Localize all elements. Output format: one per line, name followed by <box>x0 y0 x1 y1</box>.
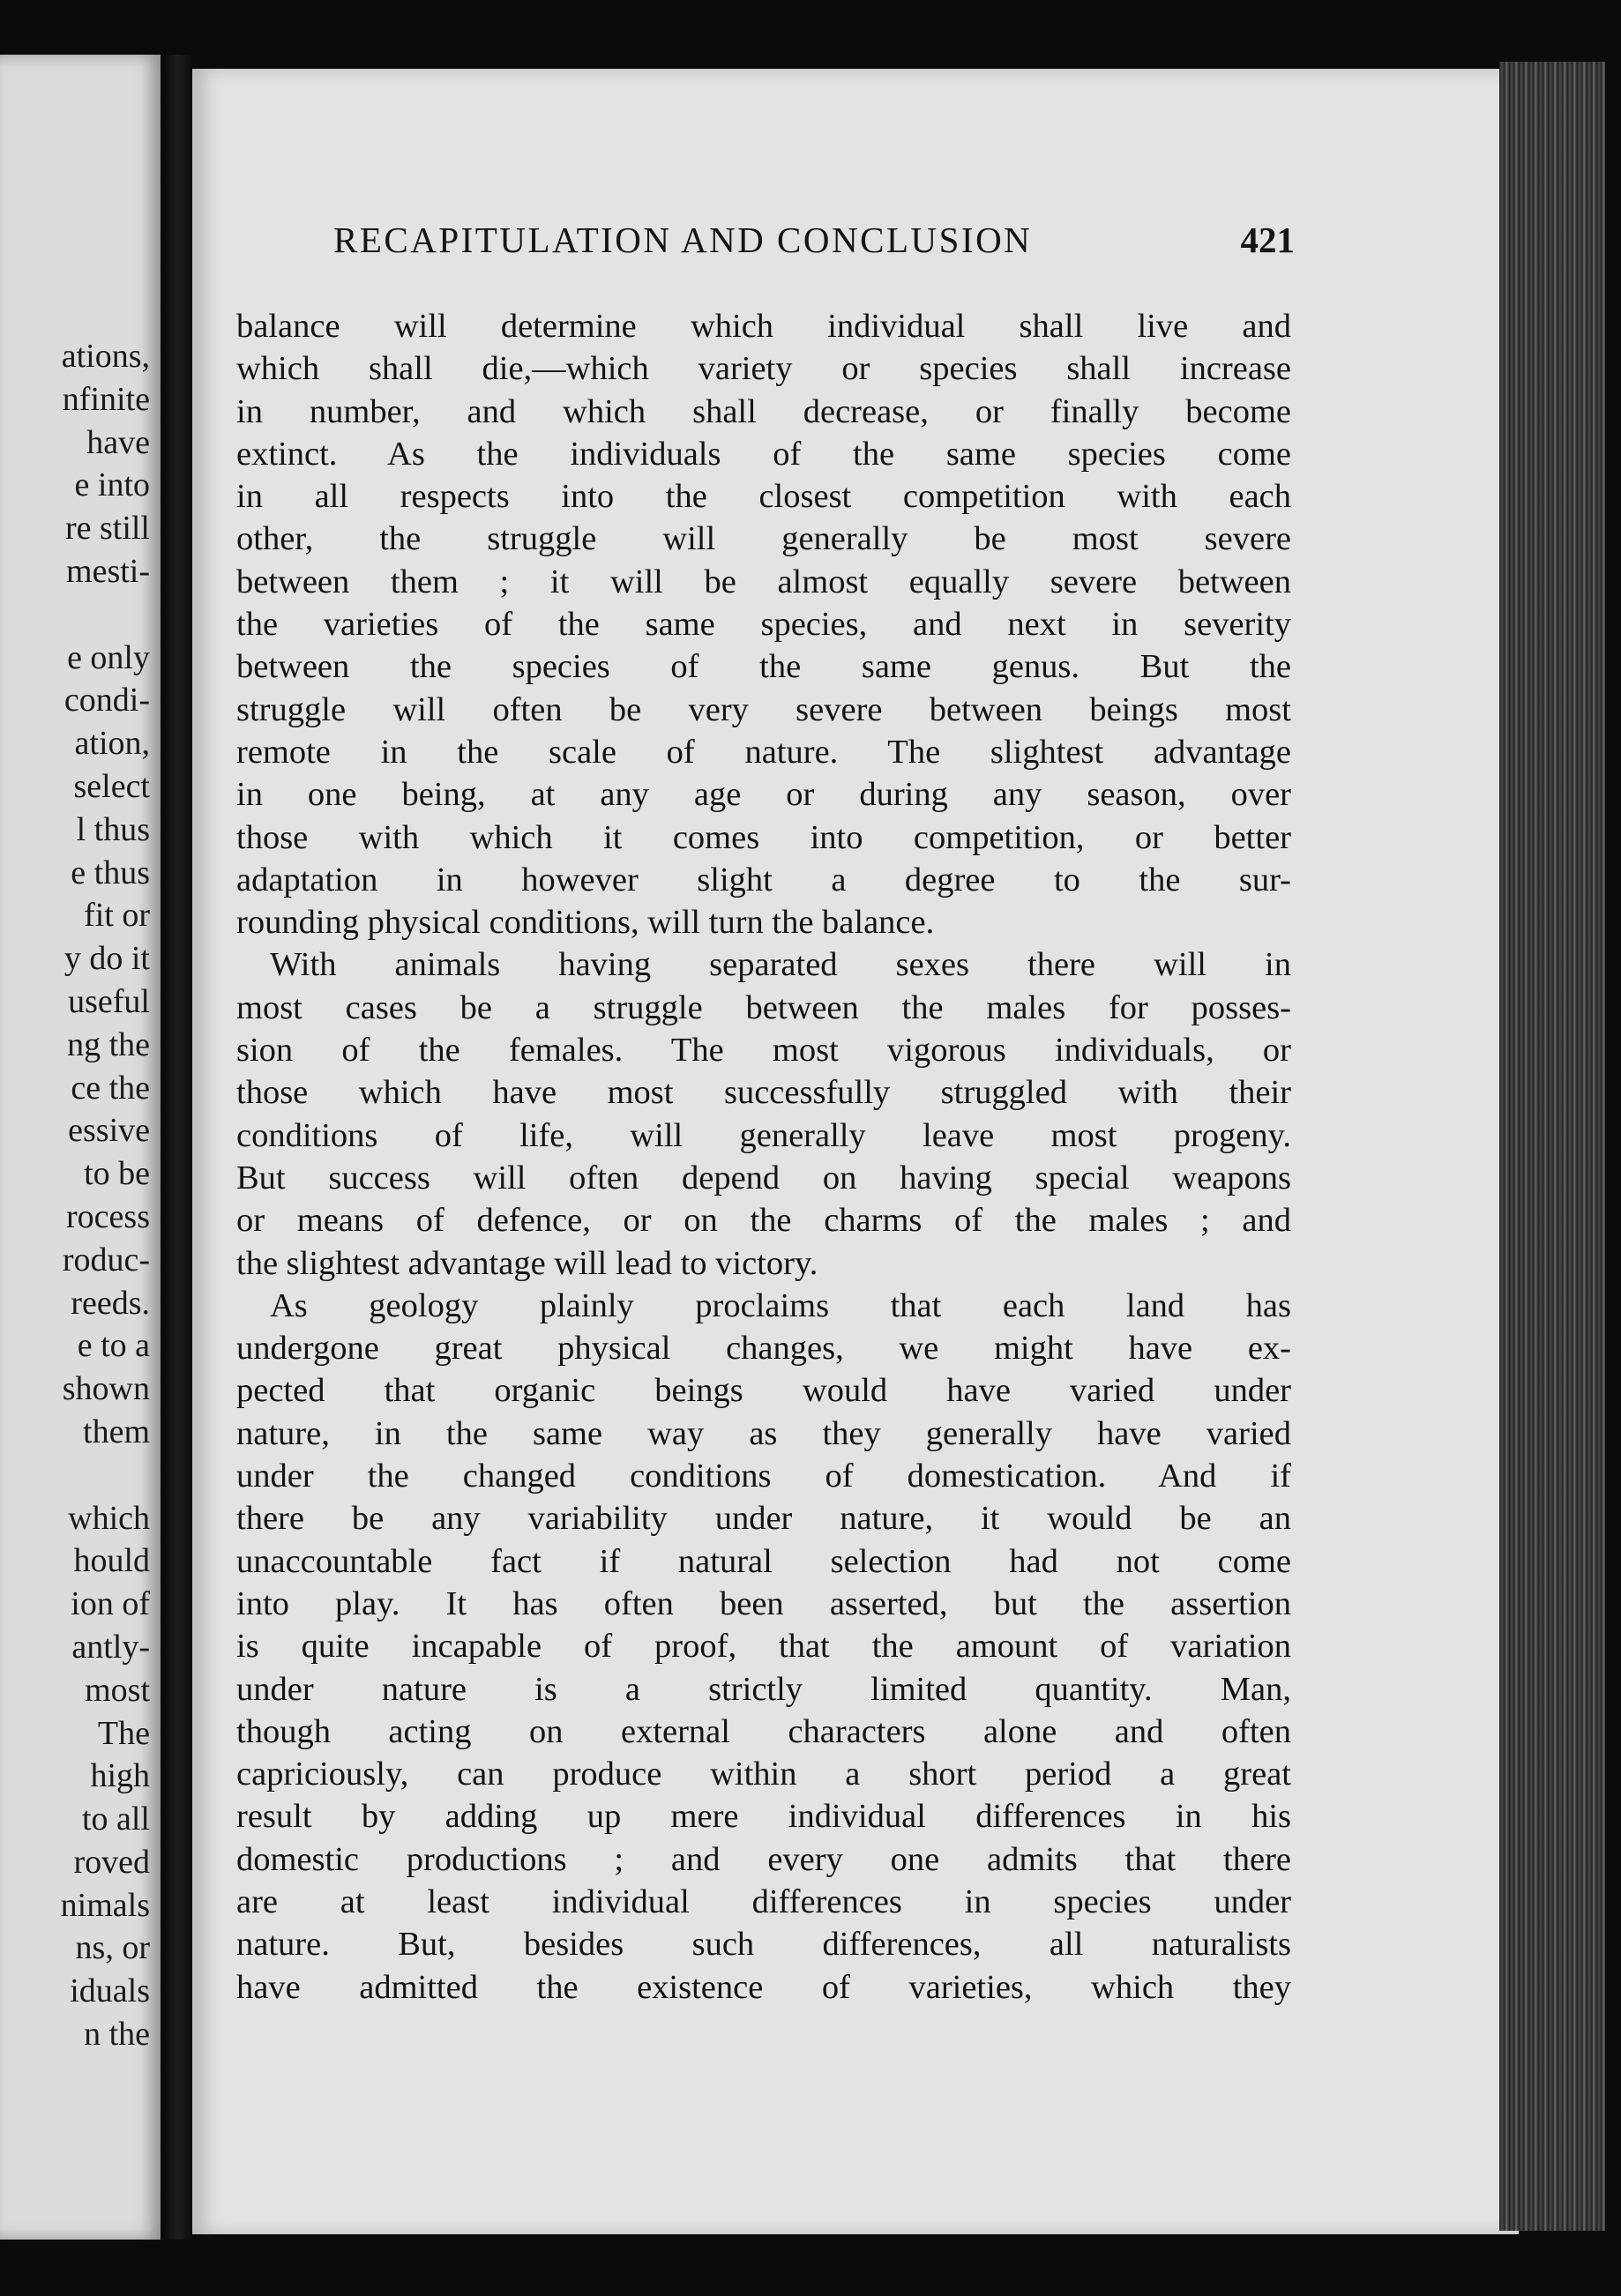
left-page-fragment: e into <box>74 466 150 504</box>
text-line: conditions of life, will generally leave most progeny. <box>236 1116 1291 1154</box>
text-line: are at least individual differences in species under <box>236 1882 1291 1920</box>
left-page-fragment: antly- <box>71 1628 150 1666</box>
left-page-fragment: ce the <box>71 1069 150 1107</box>
text-line: in one being, at any age or during any season, over <box>236 776 1291 814</box>
text-line: under the changed conditions of domestication. And if <box>236 1457 1291 1495</box>
text-line: balance will determine which individual shall live and <box>236 308 1291 345</box>
text-line: there be any variability under nature, it would be an <box>236 1500 1291 1538</box>
left-page-fragment: mesti- <box>66 552 150 590</box>
text-line: rounding physical conditions, will turn the balance. <box>236 904 935 942</box>
text-line: which shall die,—which variety or species shall increase <box>236 350 1291 388</box>
page-edges <box>1499 62 1605 2231</box>
left-page-fragment: e to a <box>77 1327 150 1365</box>
left-page-fragment: to all <box>81 1800 150 1838</box>
left-page-fragment: nfinite <box>62 380 150 418</box>
left-page-fragment: iduals <box>70 1972 150 2010</box>
text-line: under nature is a strictly limited quantity. Man, <box>236 1670 1291 1708</box>
text-line: adaptation in however slight a degree to the sur- <box>236 861 1291 898</box>
left-page-fragment: roved <box>73 1843 150 1881</box>
left-page-fragment: hould <box>73 1542 150 1580</box>
running-head-title: RECAPITULATION AND CONCLUSION <box>333 220 1033 260</box>
text-line: those which have most successfully struggled with their <box>236 1074 1291 1112</box>
left-page-fragment: e thus <box>71 854 150 891</box>
left-page-fragment: e only <box>67 638 150 676</box>
text-line: the slightest advantage will lead to victory. <box>236 1244 818 1282</box>
text-line: remote in the scale of nature. The slightest advantage <box>236 733 1291 771</box>
text-line: With animals having separated sexes there will in <box>270 946 1291 984</box>
left-page-fragment: roduc- <box>62 1241 150 1278</box>
left-page-fragment: ations, <box>61 338 150 375</box>
left-page-fragment: which <box>68 1499 150 1537</box>
text-line: nature. But, besides such differences, all naturalists <box>236 1926 1291 1964</box>
page-body-text <box>236 305 1291 2009</box>
book-spine <box>161 55 192 2240</box>
text-line: have admitted the existence of varieties, which they <box>236 1968 1291 2006</box>
left-page-fragment: ion of <box>71 1585 150 1623</box>
left-page-fragment: n the <box>84 2016 150 2054</box>
left-page-fragment: to be <box>84 1155 150 1193</box>
text-line: unaccountable fact if natural selection had not come <box>236 1542 1291 1580</box>
left-page-fragment: select <box>73 767 150 805</box>
left-page-fragment: ng the <box>67 1025 150 1063</box>
text-line: in all respects into the closest competition with each <box>236 478 1291 516</box>
text-line: is quite incapable of proof, that the amount of variation <box>236 1628 1291 1666</box>
text-line: the varieties of the same species, and next in severity <box>236 606 1291 644</box>
left-page-fragment: ation, <box>74 725 150 763</box>
left-page-fragment: nimals <box>60 1886 150 1924</box>
text-line: As geology plainly proclaims that each land has <box>270 1286 1291 1324</box>
left-page-fragment: have <box>86 423 150 461</box>
text-line: pected that organic beings would have varied under <box>236 1372 1291 1410</box>
text-line: into play. It has often been asserted, but the assertion <box>236 1584 1291 1622</box>
left-page-text-fragments <box>61 335 150 2056</box>
running-head <box>333 219 1295 261</box>
text-line: sion of the females. The most vigorous individuals, or <box>236 1032 1291 1070</box>
left-page-fragment: re still <box>64 510 150 548</box>
text-line: most cases be a struggle between the males for posses- <box>236 988 1291 1026</box>
text-line: struggle will often be very severe between beings most <box>236 690 1291 728</box>
text-line: result by adding up mere individual differences in his <box>236 1798 1291 1836</box>
left-page-fragment: most <box>85 1671 150 1709</box>
left-page-fragment: them <box>83 1413 150 1450</box>
left-page-fragment: ns, or <box>75 1929 150 1967</box>
left-page-fragment: condi- <box>63 682 150 719</box>
left-page-fragment: useful <box>68 982 150 1020</box>
left-page-fragment: high <box>90 1757 150 1795</box>
text-line: nature, in the same way as they generally have varied <box>236 1414 1291 1452</box>
left-page-fragment: l thus <box>76 810 150 848</box>
text-line: domestic productions ; and every one admits that there <box>236 1840 1291 1878</box>
left-page-fragment: shown <box>62 1370 150 1408</box>
text-line: between them ; it will be almost equally severe between <box>236 563 1291 600</box>
text-line: or means of defence, or on the charms of the males ; and <box>236 1202 1291 1240</box>
text-line: between the species of the same genus. But the <box>236 648 1291 686</box>
text-line: though acting on external characters alone and often <box>236 1712 1291 1750</box>
facing-left-page <box>0 55 161 2240</box>
text-line: extinct. As the individuals of the same species come <box>236 435 1291 473</box>
text-line: those with which it comes into competition, or better <box>236 818 1291 856</box>
left-page-fragment: reeds. <box>71 1284 150 1322</box>
left-page-fragment: fit or <box>84 897 150 935</box>
text-line: capriciously, can produce within a short period a great <box>236 1756 1291 1793</box>
left-page-fragment: The <box>97 1714 150 1752</box>
text-line: other, the struggle will generally be most severe <box>236 520 1291 558</box>
left-page-fragment: essive <box>68 1112 150 1150</box>
left-page-fragment: y do it <box>63 940 150 978</box>
text-line: But success will often depend on having special weapons <box>236 1159 1291 1196</box>
text-line: undergone great physical changes, we might have ex- <box>236 1330 1291 1368</box>
left-page-fragment <box>61 593 150 637</box>
left-page-fragment <box>61 1454 150 1497</box>
page-number: 421 <box>1240 220 1295 260</box>
text-line: in number, and which shall decrease, or finally become <box>236 392 1291 430</box>
left-page-fragment: rocess <box>66 1197 150 1235</box>
